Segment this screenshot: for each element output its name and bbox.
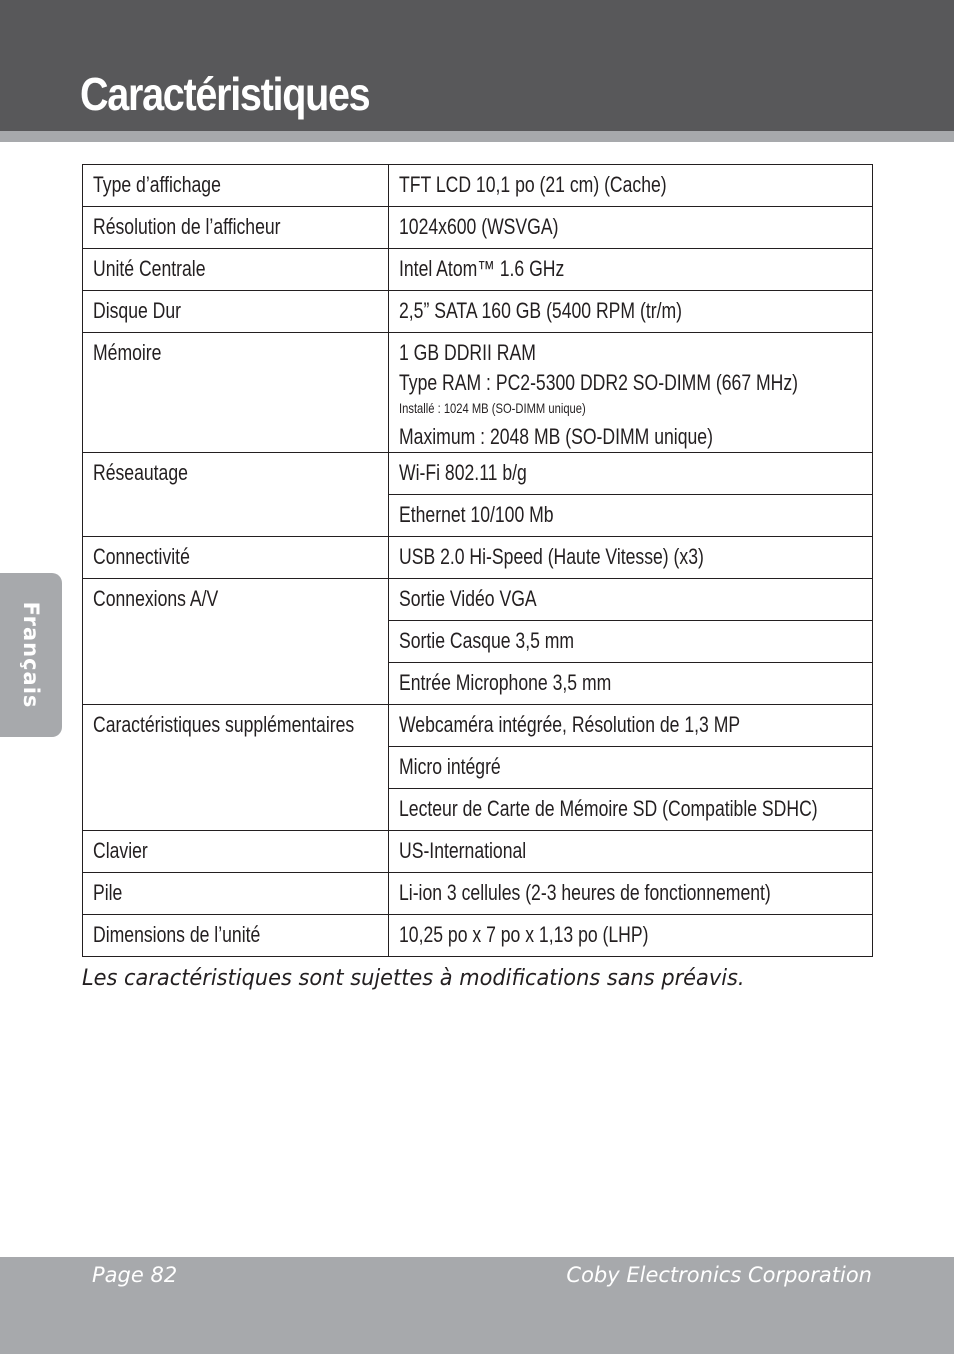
spec-value [389, 249, 873, 291]
disclaimer-footnote: Les caractéristiques sont sujettes à modifications sans préavis. [82, 966, 745, 991]
spec-label-text: Clavier [93, 838, 148, 863]
spec-value [389, 207, 873, 249]
spec-value [389, 789, 873, 831]
memory-text: Maximum : 2048 MB (SO-DIMM unique) [399, 424, 713, 449]
spec-label-text: Mémoire [93, 340, 162, 365]
spec-label [83, 831, 389, 873]
table-row [83, 537, 873, 579]
spec-value [389, 333, 873, 453]
memory-text: 1 GB DDRII RAM [399, 340, 536, 365]
spec-value-text: 1024x600 (WSVGA) [399, 214, 559, 239]
spec-value [389, 453, 873, 495]
spec-value-text: Webcaméra intégrée, Résolution de 1,3 MP [399, 712, 741, 737]
spec-label [83, 333, 389, 453]
spec-value-text: Intel Atom™ 1.6 GHz [399, 256, 565, 281]
spec-label-text: Pile [93, 880, 123, 905]
memory-text: Type RAM : PC2-5300 DDR2 SO-DIMM (667 MHz) [399, 370, 799, 395]
spec-value-text: US-International [399, 838, 527, 863]
spec-value [389, 831, 873, 873]
spec-label-text: Type d’affichage [93, 172, 221, 197]
spec-label-text: Résolution de l’afficheur [93, 214, 281, 239]
table-row [83, 873, 873, 915]
table-row [83, 207, 873, 249]
spec-value [389, 291, 873, 333]
spec-value [389, 705, 873, 747]
spec-value-text: Lecteur de Carte de Mémoire SD (Compatible SDHC) [399, 796, 818, 821]
spec-label-text: Réseautage [93, 460, 188, 485]
spec-label-text: Caractéristiques supplémentaires [93, 712, 355, 737]
spec-value [389, 915, 873, 957]
spec-label [83, 873, 389, 915]
language-tab [0, 573, 62, 737]
table-row [83, 579, 873, 621]
table-row [83, 705, 873, 747]
page-number: Page 82 [92, 1263, 178, 1287]
spec-value-text: Micro intégré [399, 754, 501, 779]
spec-value [389, 873, 873, 915]
memory-line [399, 368, 862, 398]
spec-value [389, 579, 873, 621]
spec-label [83, 165, 389, 207]
spec-value [389, 495, 873, 537]
spec-value-text: Ethernet 10/100 Mb [399, 502, 554, 527]
spec-value-text: USB 2.0 Hi-Speed (Haute Vitesse) (x3) [399, 544, 704, 569]
table-row [83, 915, 873, 957]
memory-line-small [399, 398, 862, 418]
page-title: Caractéristiques [80, 68, 370, 120]
spec-label [83, 579, 389, 705]
spec-label [83, 537, 389, 579]
table-row [83, 291, 873, 333]
spec-label [83, 249, 389, 291]
table-row [83, 831, 873, 873]
spec-value [389, 537, 873, 579]
table-row [83, 333, 873, 453]
spec-label-text: Connectivité [93, 544, 190, 569]
table-row [83, 453, 873, 495]
spec-label [83, 705, 389, 831]
spec-value [389, 663, 873, 705]
spec-value-text: Li-ion 3 cellules (2-3 heures de fonctionnement) [399, 880, 771, 905]
spec-label-text: Dimensions de l’unité [93, 922, 261, 947]
table-row [83, 165, 873, 207]
spec-value-text: TFT LCD 10,1 po (21 cm) (Cache) [399, 172, 667, 197]
spec-label-text: Unité Centrale [93, 256, 206, 281]
spec-label [83, 207, 389, 249]
specifications-table [82, 164, 873, 957]
table-row [83, 249, 873, 291]
spec-label-text: Connexions A/V [93, 586, 219, 611]
spec-value-text: 10,25 po x 7 po x 1,13 po (LHP) [399, 922, 649, 947]
memory-line [399, 422, 862, 452]
spec-value [389, 747, 873, 789]
spec-value-text: Wi-Fi 802.11 b/g [399, 460, 527, 485]
spec-value-text: Sortie Vidéo VGA [399, 586, 537, 611]
spec-label [83, 291, 389, 333]
spec-label [83, 915, 389, 957]
header-stripe [0, 131, 954, 142]
spec-value [389, 165, 873, 207]
language-tab-label: Français [19, 601, 43, 709]
memory-text: Installé : 1024 MB (SO-DIMM unique) [399, 400, 586, 416]
spec-label-text: Disque Dur [93, 298, 182, 323]
spec-value-text: 2,5” SATA 160 GB (5400 RPM (tr/m) [399, 298, 682, 323]
spec-value [389, 621, 873, 663]
spec-value-text: Entrée Microphone 3,5 mm [399, 670, 612, 695]
spec-label [83, 453, 389, 537]
spec-value-text: Sortie Casque 3,5 mm [399, 628, 575, 653]
memory-line [399, 338, 862, 368]
company-name: Coby Electronics Corporation [566, 1263, 872, 1287]
